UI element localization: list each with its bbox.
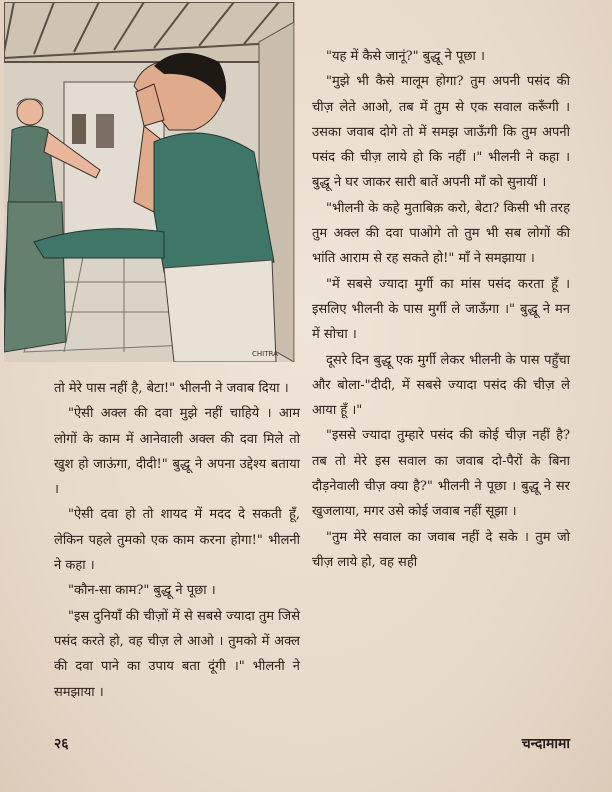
right-text-column (312, 44, 570, 575)
magazine-name: चन्दामामा (521, 736, 570, 752)
story-illustration (4, 2, 295, 362)
artist-signature: CHITRA (252, 350, 278, 358)
paragraph: दूसरे दिन बुद्धू एक मुर्गी लेकर भीलनी के पास पहुँचा और बोला-"दीदी, में सबसे ज्यादा पसंद की चीज़ ले आया हूँ ।" (312, 352, 570, 419)
paragraph: "इससे ज्यादा तुम्हारे पसंद की कोई चीज़ नहीं है? तब तो मेरे इस सवाल का जवाब दो-पैरों के बिना दौड़नेवाली चीज़ क्या है?" भीलनी ने पूछा । बुद्धू ने सर खुजलाया, मगर उसे कोई जवाब नहीं सूझा । (312, 428, 570, 520)
paragraph: "यह में कैसे जानूं?" बुद्धू ने पूछा । (326, 49, 485, 64)
paragraph: "ऐसी अक्ल की दवा मुझे नहीं चाहिये । आम लोगों के काम में आनेवाली अक्ल की दवा मिले तो खुश हो जाऊंगा, दीदी!" बुद्धू ने अपना उद्देश्य बताया । (54, 406, 300, 498)
left-text-column (54, 376, 300, 705)
paragraph: "में सबसे ज्यादा मुर्गी का मांस पसंद करता हूँ । इसलिए भीलनी के पास मुर्गी ले जाऊँगा ।" बुद्धू ने मन में सोचा । (312, 276, 570, 343)
paragraph: "इस दुनियाँ की चीज़ों में से सबसे ज्यादा तुम जिसे पसंद करते हो, वह चीज़ ले आओ । तुमको में अक्ल की दवा पाने का उपाय बता दूंगी ।" भीलनी ने समझाया । (54, 608, 300, 700)
illustration-art (4, 2, 294, 362)
paragraph: तो मेरे पास नहीं है, बेटा!" भीलनी ने जवाब दिया । (54, 381, 289, 396)
paragraph: "मुझे भी कैसे मालूम होगा? तुम अपनी पसंद की चीज़ लेते आओ, तब में तुम से एक सवाल करूँगी । उसका जवाब दोगे तो में समझ जाऊँगी कि तुम अपनी पसंद की चीज़ लाये हो कि नहीं ।" भीलनी ने कहा । बुद्धू ने घर जाकर सारी बातें अपनी माँ को सुनायीं । (312, 74, 570, 191)
page-number: २६ (54, 736, 69, 752)
paragraph: "कौन-सा काम?" बुद्धू ने पूछा । (68, 583, 216, 599)
roof-beams (4, 2, 294, 62)
paragraph: "तुम मेरे सवाल का जवाब नहीं दे सके । तुम जो चीज़ लाये हो, वह सही (312, 529, 570, 570)
paragraph: "ऐसी दवा हो तो शायद में मदद दे सकती हूँ, लेकिन पहले तुमको एक काम करना होगा!" भीलनी ने कहा । (54, 507, 300, 574)
paragraph: "भीलनी के कहे मुताबिक़ करो, बेटा? किसी भी तरह तुम अक्ल की दवा पाओगे तो तुम भी सब लोगों की भांति आराम से रह सकते हो!" माँ ने समझाया । (312, 200, 570, 267)
